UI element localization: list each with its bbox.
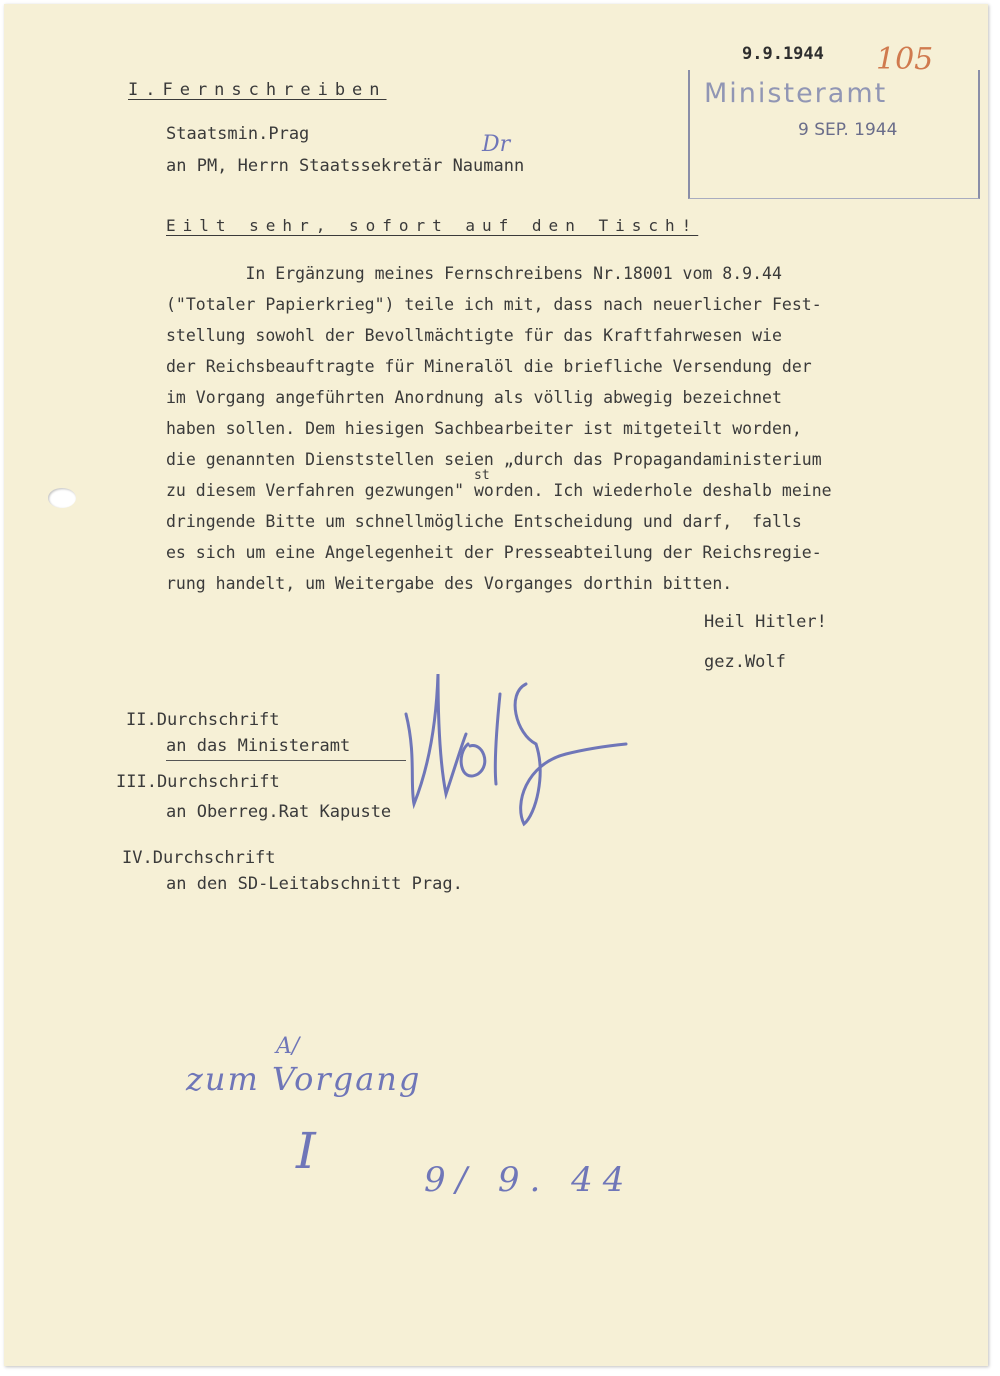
stamp-title: Ministeramt bbox=[704, 78, 888, 109]
handnote-zum-vorgang: zum Vorgang bbox=[186, 1060, 422, 1098]
stamp-date: 9 SEP. 1944 bbox=[798, 120, 898, 140]
copy-iv-recipient: an den SD-Leitabschnitt Prag. bbox=[166, 874, 463, 894]
body-line: rung handelt, um Weitergabe des Vorganges dorthin bitten. bbox=[166, 574, 733, 593]
body-line: im Vorgang angeführten Anordnung als völlig abwegig bezeichnet bbox=[166, 388, 782, 407]
address-line-2: an PM, Herrn Staatssekretär Naumann bbox=[166, 156, 525, 176]
signature bbox=[396, 654, 636, 834]
punch-hole bbox=[48, 488, 76, 508]
folio-number: 105 bbox=[876, 42, 934, 77]
body-line: der Reichsbeauftragte für Mineralöl die briefliche Versendung der bbox=[166, 357, 812, 376]
copy-ii-rule bbox=[166, 760, 406, 761]
body-line: zu diesem Verfahren gezwungen" worden. Ich wiederhole deshalb meine bbox=[166, 481, 832, 500]
body-insertion: st bbox=[474, 468, 490, 483]
section-i-heading: I.Fernschreiben bbox=[128, 80, 387, 100]
copy-iv-heading: IV.Durchschrift bbox=[122, 848, 276, 868]
closing-greeting: Heil Hitler! bbox=[704, 612, 827, 632]
body-line: ("Totaler Papierkrieg") teile ich mit, dass nach neuerlicher Fest- bbox=[166, 295, 822, 314]
copy-iii-recipient: an Oberreg.Rat Kapuste bbox=[166, 802, 392, 822]
body-line: dringende Bitte um schnellmögliche Entscheidung und darf, falls bbox=[166, 512, 802, 531]
closing-signed: gez.Wolf bbox=[704, 652, 786, 672]
document-page bbox=[4, 4, 988, 1366]
body-line: es sich um eine Angelegenheit der Presseabteilung der Reichsregie- bbox=[166, 543, 822, 562]
address-line-1: Staatsmin.Prag bbox=[166, 124, 310, 144]
copy-iii-heading: III.Durchschrift bbox=[116, 772, 280, 792]
handnote-small-mark: A/ bbox=[276, 1034, 300, 1059]
copy-ii-recipient: an das Ministeramt bbox=[166, 736, 351, 756]
body-line: stellung sowohl der Bevollmächtigte für das Kraftfahrwesen wie bbox=[166, 326, 782, 345]
address-annotation: Dr bbox=[482, 132, 511, 157]
body-line: In Ergänzung meines Fernschreibens Nr.18001 vom 8.9.44 bbox=[166, 264, 782, 283]
copy-ii-heading: II.Durchschrift bbox=[126, 710, 280, 730]
document-date: 9.9.1944 bbox=[742, 44, 824, 64]
handnote-initial: I bbox=[296, 1122, 316, 1180]
body-line: haben sollen. Dem hiesigen Sachbearbeiter ist mitgeteilt worden, bbox=[166, 419, 802, 438]
handnote-date: 9/ 9. 44 bbox=[424, 1160, 635, 1200]
body-line: die genannten Dienststellen seien „durch das Propagandaministerium bbox=[166, 450, 822, 469]
urgent-note: Eilt sehr, sofort auf den Tisch! bbox=[166, 216, 699, 235]
